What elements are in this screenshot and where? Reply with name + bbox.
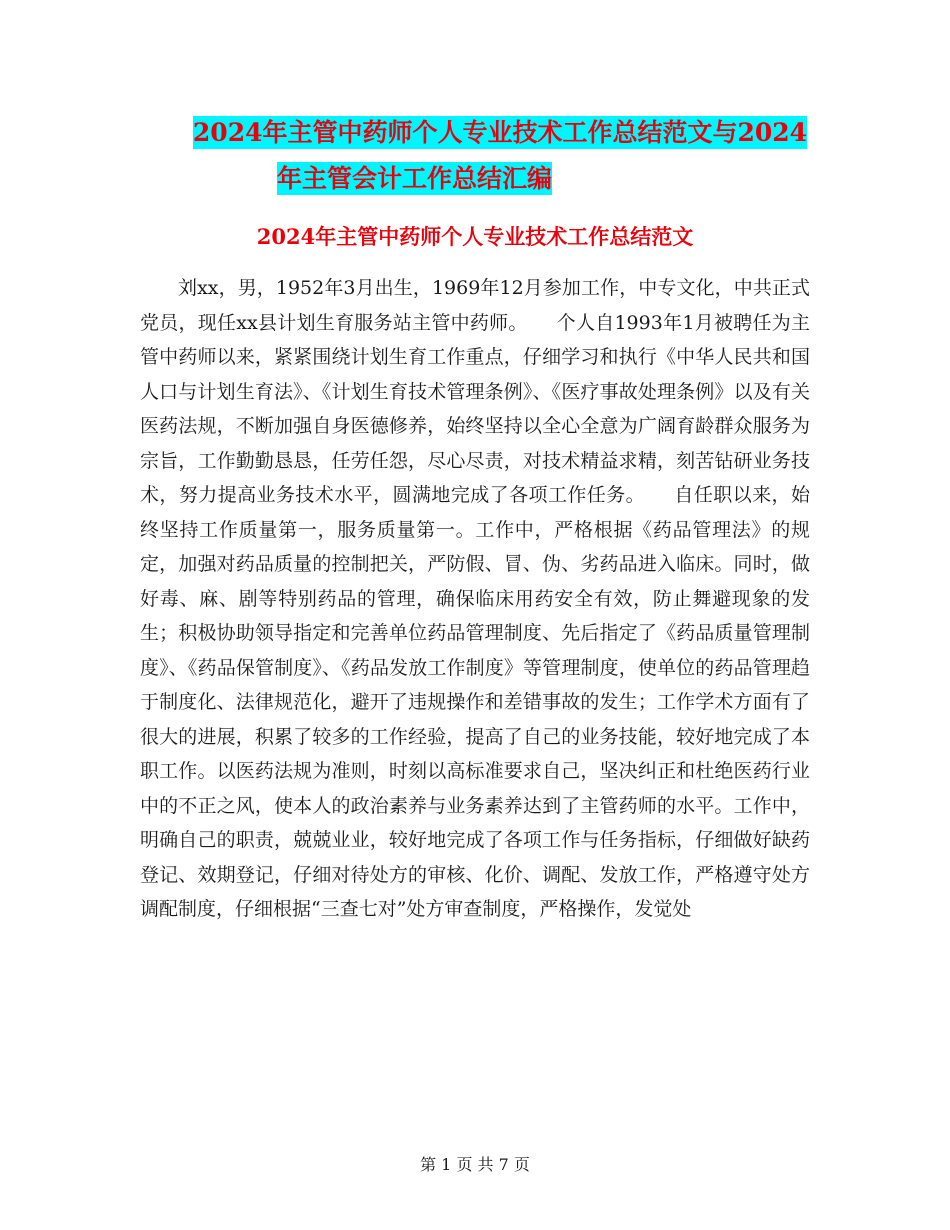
section-title: 2024年主管中药师个人专业技术工作总结范文 bbox=[256, 224, 694, 249]
title-highlight: 2024年主管中药师个人专业技术工作总结范文与2024 bbox=[192, 118, 808, 147]
document-title-line-2 bbox=[140, 156, 860, 202]
document-title bbox=[140, 110, 860, 202]
body-paragraph: 刘xx，男，1952年3月出生，1969年12月参加工作，中专文化，中共正式党员，现任xx县计划生育服务站主管中药师。 个人自1993年1月被聘任为主管中药师以来，紧紧围绕计划生育工作重点，仔细学习和执行《中华人民共和国人口与计划生育法》、《计划生育技术管理条例》、《医疗事故处理条例》以及有关医药法规，不断加强自身医德修养，始终坚持以全心全意为广阔育龄群众服务为宗旨，工作勤勤恳恳，任劳任怨，尽心尽责，对技术精益求精，刻苦钻研业务技术，努力提高业务技术水平，圆满地完成了各项工作任务。 自任职以来，始终坚持工作质量第一，服务质量第一。工作中，严格根据《药品管理法》的规定，加强对药品质量的控制把关，严防假、冒、伪、劣药品进入临床。同时，做好毒、麻、剧等特别药品的管理，确保临床用药安全有效，防止舞避现象的发生；积极协助领导指定和完善单位药品管理制度、先后指定了《药品质量管理制度》、《药品保管制度》、《药品发放工作制度》等管理制度，使单位的药品管理趋于制度化、法律规范化，避开了违规操作和差错事故的发生；工作学术方面有了很大的进展，积累了较多的工作经验，提高了自己的业务技能，较好地完成了本职工作。以医药法规为准则，时刻以高标准要求自己，坚决纠正和杜绝医药行业中的不正之风，使本人的政治素养与业务素养达到了主管药师的水平。工作中，明确自己的职责，兢兢业业，较好地完成了各项工作与任务指标，仔细做好缺药登记、效期登记，仔细对待处方的审核、化价、调配、发放工作，严格遵守处方调配制度，仔细根据“三查七对”处方审查制度，严格操作，发觉处 bbox=[140, 277, 810, 920]
document-title-line-1 bbox=[140, 110, 860, 156]
title-highlight: 年主管会计工作总结汇编 bbox=[277, 164, 553, 193]
page-number: 第 1 页 共 7 页 bbox=[420, 1155, 530, 1174]
